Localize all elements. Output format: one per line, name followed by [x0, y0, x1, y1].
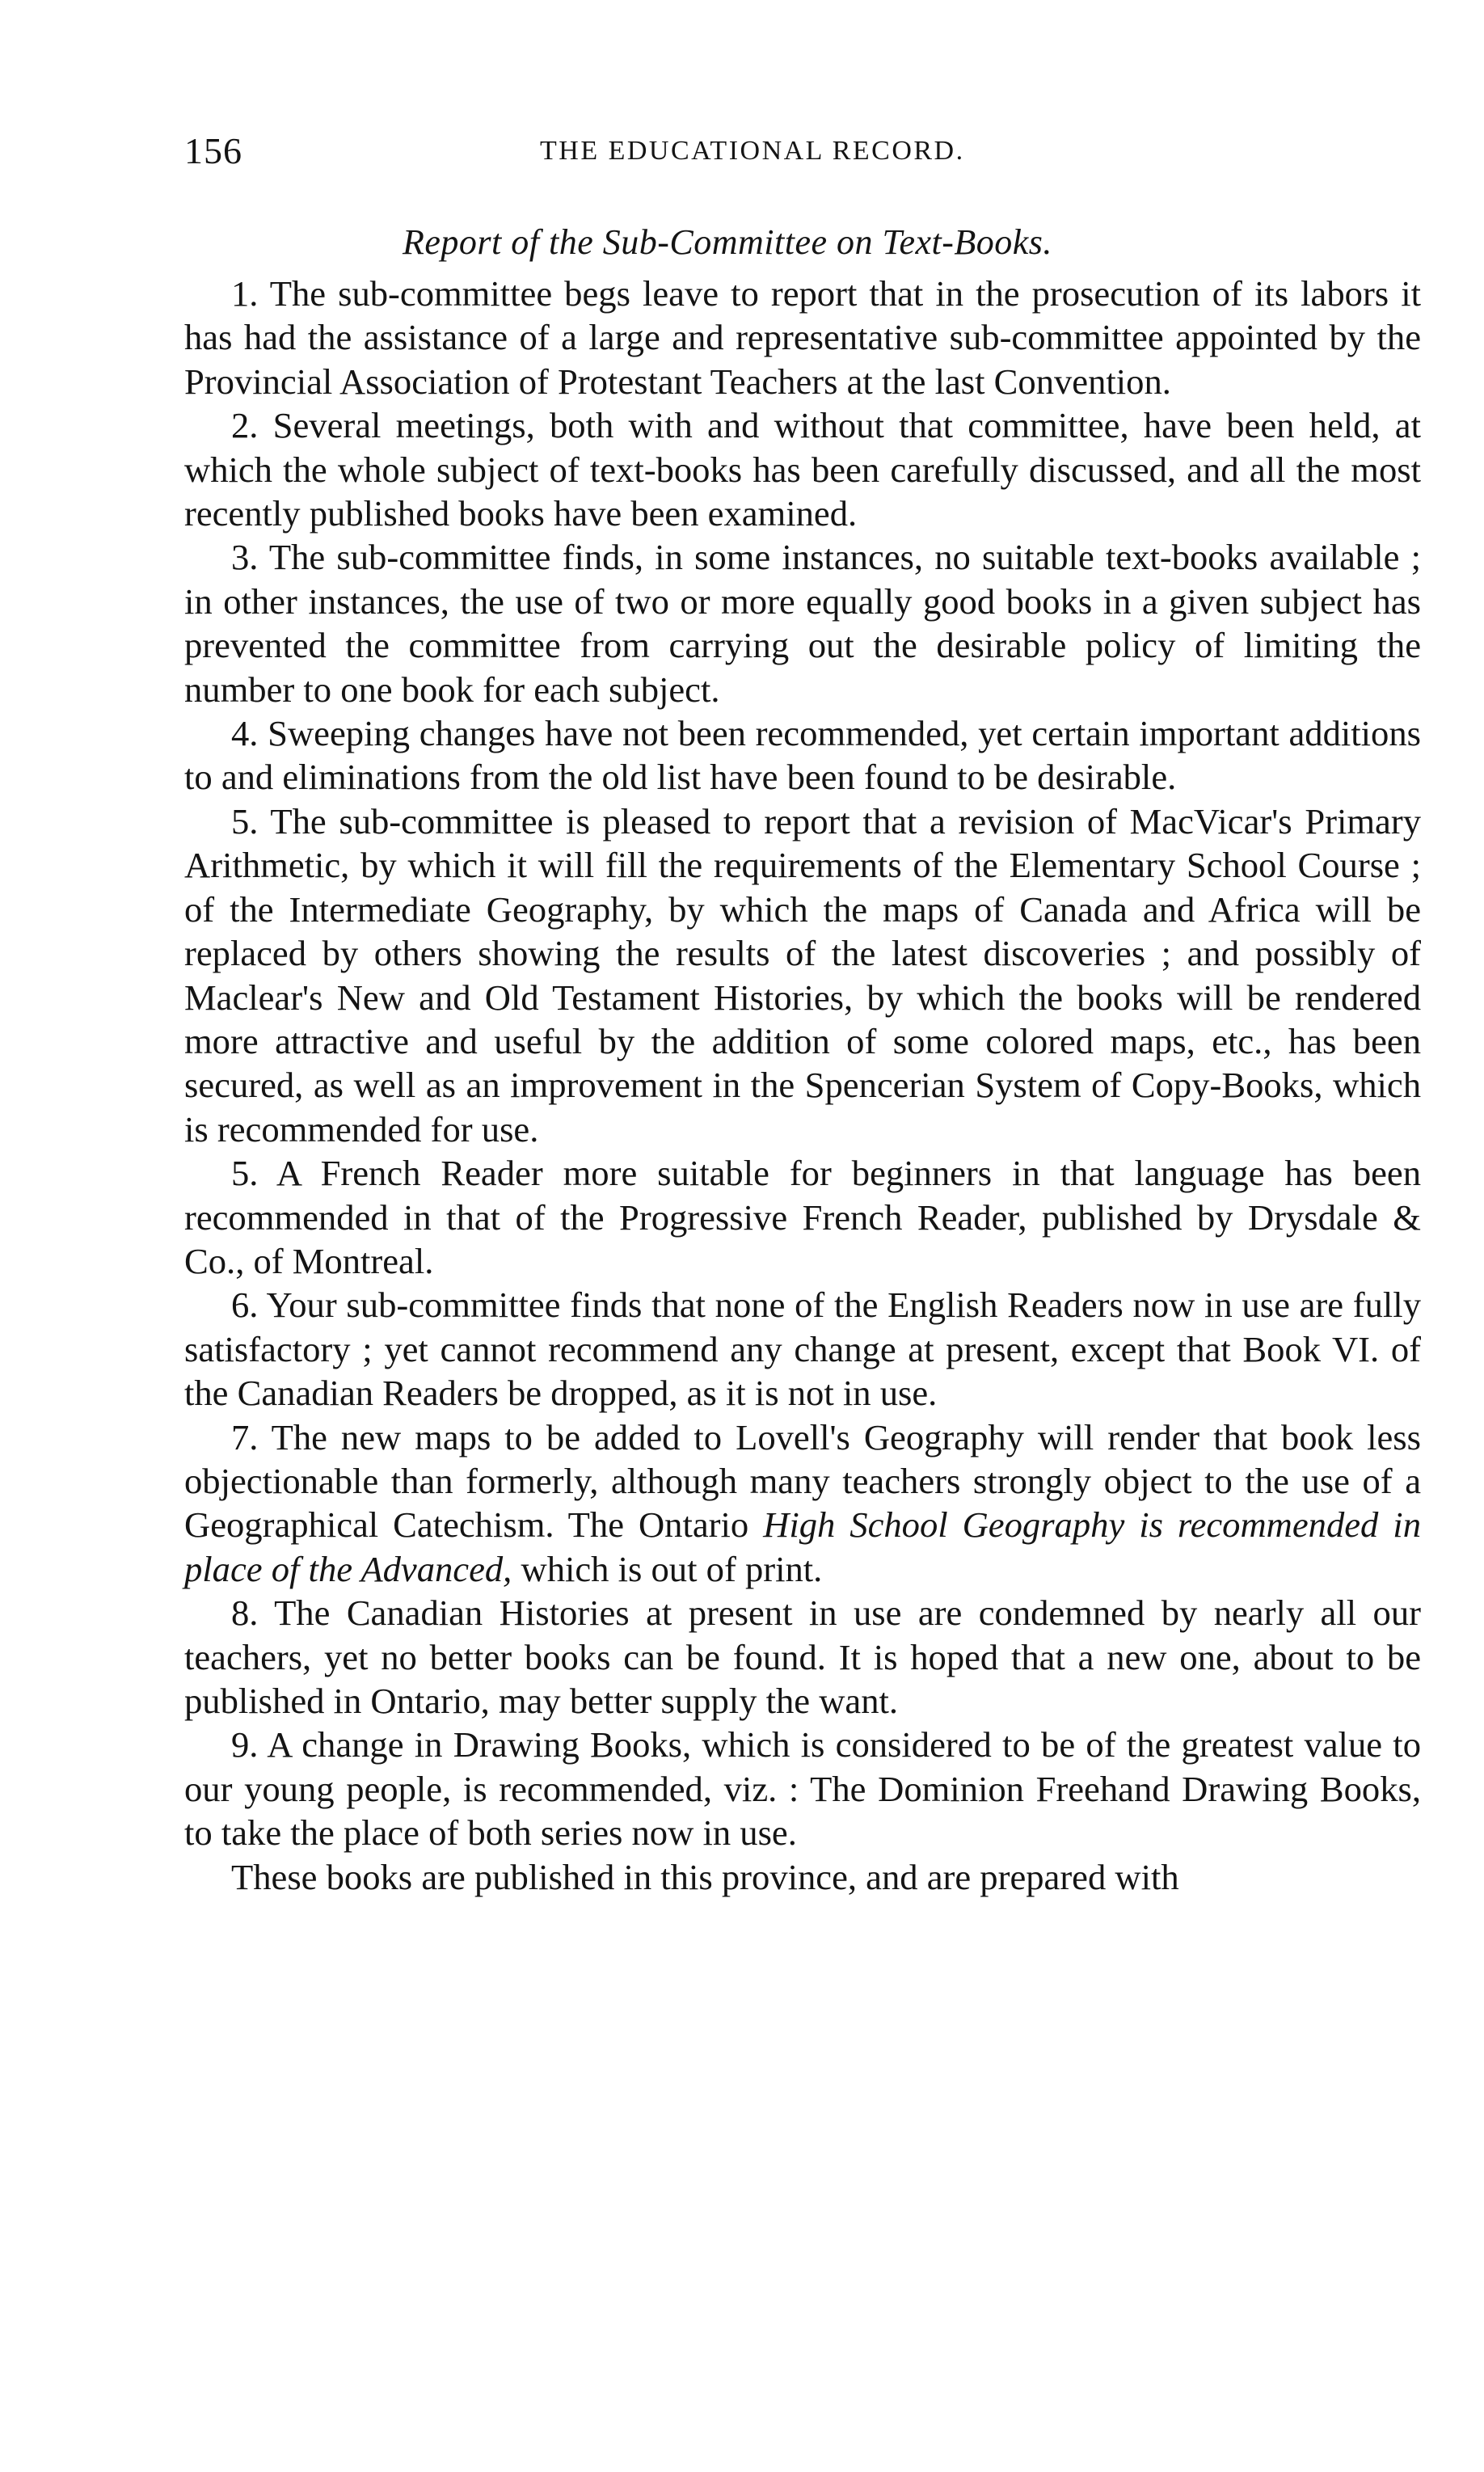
page-header: [184, 129, 1421, 194]
report-body: [184, 272, 1421, 1899]
running-title: THE EDUCATIONAL RECORD.: [540, 136, 965, 166]
document-page: [184, 129, 1421, 1899]
paragraph-7-text: 7. The new maps to be added to Lovell's Geography will render that book less objectionable than formerly, although many teachers strongly object to the use of a Geographical Catechism. The Ontario: [184, 1416, 1421, 1546]
paragraph-5-french-reader: 5. A French Reader more suitable for beginners in that language has been recommended in that of the Progressive French Reader, published by Drysdale & Co., of Montreal.: [184, 1153, 1421, 1281]
paragraph-2: 2. Several meetings, both with and without that committee, have been held, at which the whole subject of text-books has been carefully discussed, and all the most recently published books have been examined.: [184, 405, 1421, 534]
paragraph-7: [184, 1415, 1421, 1592]
page-number: 156: [184, 130, 242, 171]
section-title: Report of the Sub-Committee on Text-Books.: [403, 222, 1052, 262]
paragraph-4: 4. Sweeping changes have not been recommended, yet certain important additions to and eliminations from the old list have been found to be desirable.: [184, 713, 1421, 798]
paragraph-5: 5. The sub-committee is pleased to report that a revision of MacVicar's Primary Arithmetic, by which it will fill the requirements of the Elementary School Course ; of the Intermediate Geography, by which the maps of Canada and Africa will be replaced by others showing the results of the latest discoveries ; and possibly of Maclear's New and Old Testament Histories, by which the books will be rendered more attractive and useful by the addition of some colored maps, etc., has been secured, as well as an improvement in the Spencerian System of Copy-Books, which is recommended for use.: [184, 800, 1421, 1150]
paragraph-6: 6. Your sub-committee finds that none of the English Readers now in use are fully satisfactory ; yet cannot recommend any change at present, except that Book VI. of the Canadian Readers be dropped, as it is not in use.: [184, 1285, 1421, 1414]
paragraph-7-italic-text: High School Geography is recommended in place of the Advanced,: [184, 1504, 1421, 1589]
paragraph-8: 8. The Canadian Histories at present in use are condemned by nearly all our teachers, yet no better books can be found. It is hoped that a new one, about to be published in Ontario, may better supply the want.: [184, 1592, 1421, 1721]
paragraph-final: These books are published in this province, and are prepared with: [231, 1856, 1179, 1897]
paragraph-3: 3. The sub-committee finds, in some instances, no suitable text-books available ; in other instances, the use of two or more equally good books in a given subject has prevented the committee from carrying out the desirable policy of limiting the number to one book for each subject.: [184, 537, 1421, 710]
paragraph-7-text-end: which is out of print.: [512, 1548, 823, 1589]
paragraph-1: 1. The sub-committee begs leave to report that in the prosecution of its labors it has had the assistance of a large and representative sub-committee appointed by the Provincial Association of Protestant Teachers at the last Convention.: [184, 273, 1421, 402]
paragraph-9: 9. A change in Drawing Books, which is considered to be of the greatest value to our young people, is recommended, viz. : The Dominion Freehand Drawing Books, to take the place of both series now in use.: [184, 1724, 1421, 1854]
